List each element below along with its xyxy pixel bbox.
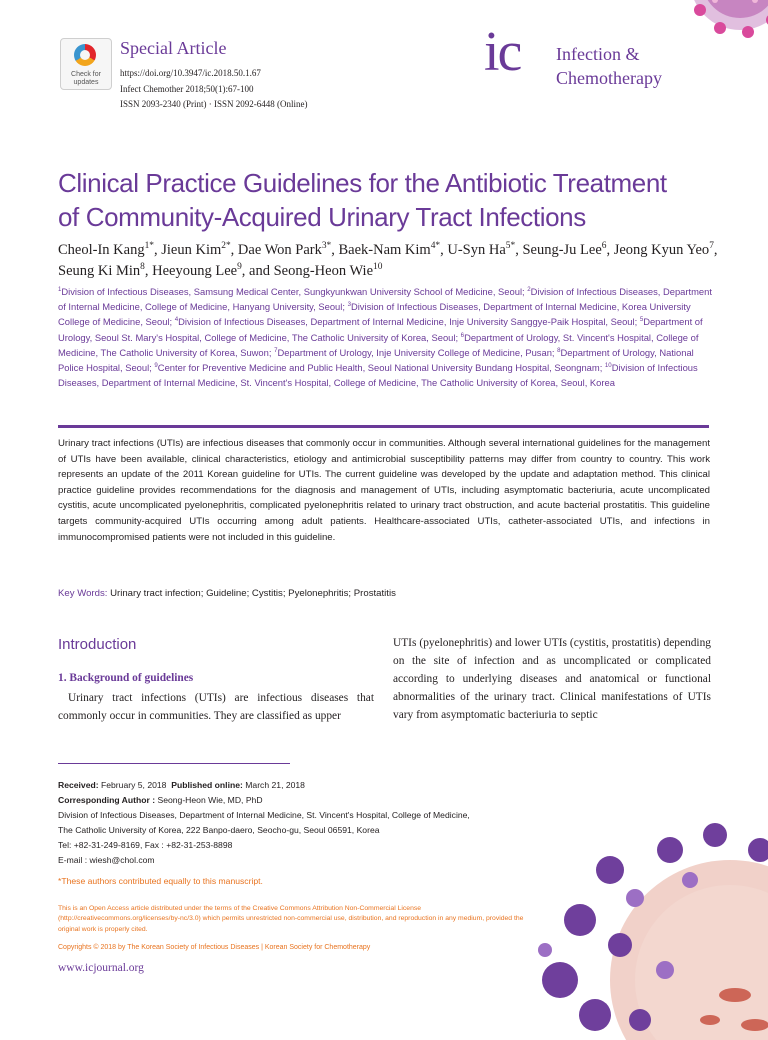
author: Jieun Kim$^{2*}$: [161, 241, 231, 258]
virus-illustration-top: [660, 0, 768, 70]
article-type: Special Article: [120, 38, 227, 58]
journal-name-line1: Infection &: [556, 44, 640, 64]
author: and Seong-Heon Wie$^{10}$: [249, 262, 383, 279]
address-line-2: The Catholic University of Korea, 222 Banpo-daero, Seocho-gu, Seoul 06591, Korea: [58, 825, 380, 835]
corresponding-author: Corresponding Author : Seong-Heon Wie, MD, PhD: [58, 795, 263, 805]
email[interactable]: E-mail : wiesh@chol.com: [58, 855, 155, 865]
author: Dae Won Park$^{3*}$: [237, 241, 332, 258]
journal-name-line2: Chemotherapy: [556, 68, 662, 88]
author: U-Syn $Ha^{5*}$: [447, 241, 516, 258]
keywords-text: Urinary tract infection; Guideline; Cystitis; Pyelonephritis; Prostatitis: [110, 588, 396, 599]
keywords: [58, 588, 710, 599]
journal-logo: ic: [484, 21, 521, 83]
intro-heading: Introduction: [58, 636, 137, 653]
body-text-left: Urinary tract infections (UTIs) are infectious diseases that commonly occur in communities. They are classified as upper: [58, 692, 374, 722]
abstract: Urinary tract infections (UTIs) are infectious diseases that commonly occur in communities. Although several international guidelines for the management of UTIs have been available, clinical characteristics, etiology and antimicrobial susceptibility patterns may differ from country to country. This work represents an update of the 2011 Korean guideline for UTIs. The current guideline was developed by the update and adaptation method. This clinical practice guideline provides recommendations for the diagnosis and management of UTIs, including asymptomatic bacteriuria, acute uncomplicated cystitis, acute uncomplicated pyelonephritis, complicated pyelonephritis related to urinary tract obstruction, and acute bacterial prostatitis. This guideline targets community-acquired UTIs occurring among adult patients. Healthcare-associated UTIs, catheter-associated UTIs, and infections in immunocompromised patients were not included in this guideline.: [58, 438, 710, 543]
author: Cheol-In Kang$^{1*}$: [58, 241, 154, 258]
equal-contribution-note: *These authors contributed equally to this manuscript.: [58, 876, 263, 886]
virus-illustration-bottom: [520, 810, 768, 1040]
journal-website-link[interactable]: www.icjournal.org: [58, 962, 144, 974]
footnote-divider: [58, 763, 290, 764]
author: Baek-Nam Kim$^{4*}$: [338, 241, 441, 258]
section-divider: [58, 425, 709, 428]
affiliations: $^1$Division of Infectious Diseases, Samsung Medical Center, Sungkyunkwan University School of Medicine, Seoul; $^2$Division of Infectious Diseases, Department of Internal Medicine, College of Medicine, Hanyang University, Seoul; $^3$Division of Infectious Diseases, Department of Internal Medicine, Korea University College of Medicine, Seoul; $^4$Division of Infectious Diseases, Department of Internal Medicine, Inje University Sanggye-Paik Hospital, Seoul; $^5$Department of Urology, Seoul St. Mary's Hospital, College of Medicine, The Catholic University of Korea, Seoul; $^6$Department of Urology, St. Vincent's Hospital, College of Medicine, The Catholic University of Korea, Suwon; $^7$Department of Urology, Inje University College of Medicine, Pusan; $^8$Department of Urology, National Police Hospital, Seoul; $^9$Center for Preventive Medicine and Public Health, Seoul National University Bundang Hospital, Seongnam; $^{10}$Division of Infectious Diseases, Department of Internal Medicine, St. Vincent's Hospital, College of Medicine, The Catholic University of Korea, Seoul, Korea: [58, 285, 712, 389]
crossmark-label: Check for updates: [71, 71, 101, 86]
author: Jeong Kyun Yeo$^7$: [613, 241, 714, 258]
dates: Received: February 5, 2018 Published online: March 21, 2018: [58, 780, 305, 790]
copyright: Copyrights © 2018 by The Korean Society of Infectious Diseases | Korean Society for Chemotherapy: [58, 944, 371, 951]
address-line-1: Division of Infectious Diseases, Department of Internal Medicine, St. Vincent's Hospital, College of Medicine,: [58, 810, 470, 820]
crossmark-icon: [74, 44, 96, 66]
body-text-right: UTIs (pyelonephritis) and lower UTIs (cystitis, prostatitis) depending on the site of infection and as uncomplicated or complicated according to underlying diseases and anatomical or functional abnormalities of the urinary tract. Clinical manifestations of UTIs vary from asymptomatic bacteriuria to septic: [393, 637, 711, 721]
license-text: This is an Open Access article distributed under the terms of the Creative Commons Attribution Non-Commercial License (http://creativecommons.org/licenses/by-nc/3.0) which permits unrestricted non-commercial use, distribution, and reproduction in any medium, provided the original work is properly cited.: [58, 905, 524, 933]
article-title: [58, 166, 738, 234]
citation: Infect Chemother 2018;50(1):67-100: [120, 84, 254, 94]
author: Seung Ki Min$^8$: [58, 262, 145, 279]
check-for-updates-badge[interactable]: [60, 38, 112, 90]
author: Seung-Ju Lee$^6$: [522, 241, 607, 258]
issn: ISSN 2093-2340 (Print) · ISSN 2092-6448 (Online): [120, 99, 308, 109]
title-line-1: Clinical Practice Guidelines for the Antibiotic Treatment: [58, 168, 667, 198]
keywords-label: Key Words:: [58, 588, 108, 599]
author: Heeyoung Lee$^9$: [152, 262, 242, 279]
author-list: Cheol-In Kang$^{1*}$, Jieun Kim$^{2*}$, Dae Won Park$^{3*}$, Baek-Nam Kim$^{4*}$, U-Syn $Ha^{5*}$, Seung-Ju Lee$^6$, Jeong Kyun Yeo$^7$, Seung Ki Min$^8$, Heeyoung Lee$^9$, and Seong-Heon Wie$^{10}$: [58, 241, 718, 279]
phone-fax: Tel: +82-31-249-8169, Fax : +82-31-253-8898: [58, 840, 233, 850]
doi-link[interactable]: https://doi.org/10.3947/ic.2018.50.1.67: [120, 68, 261, 78]
title-line-2: of Community-Acquired Urinary Tract Infections: [58, 202, 586, 232]
subsection-heading: 1. Background of guidelines: [58, 672, 194, 684]
